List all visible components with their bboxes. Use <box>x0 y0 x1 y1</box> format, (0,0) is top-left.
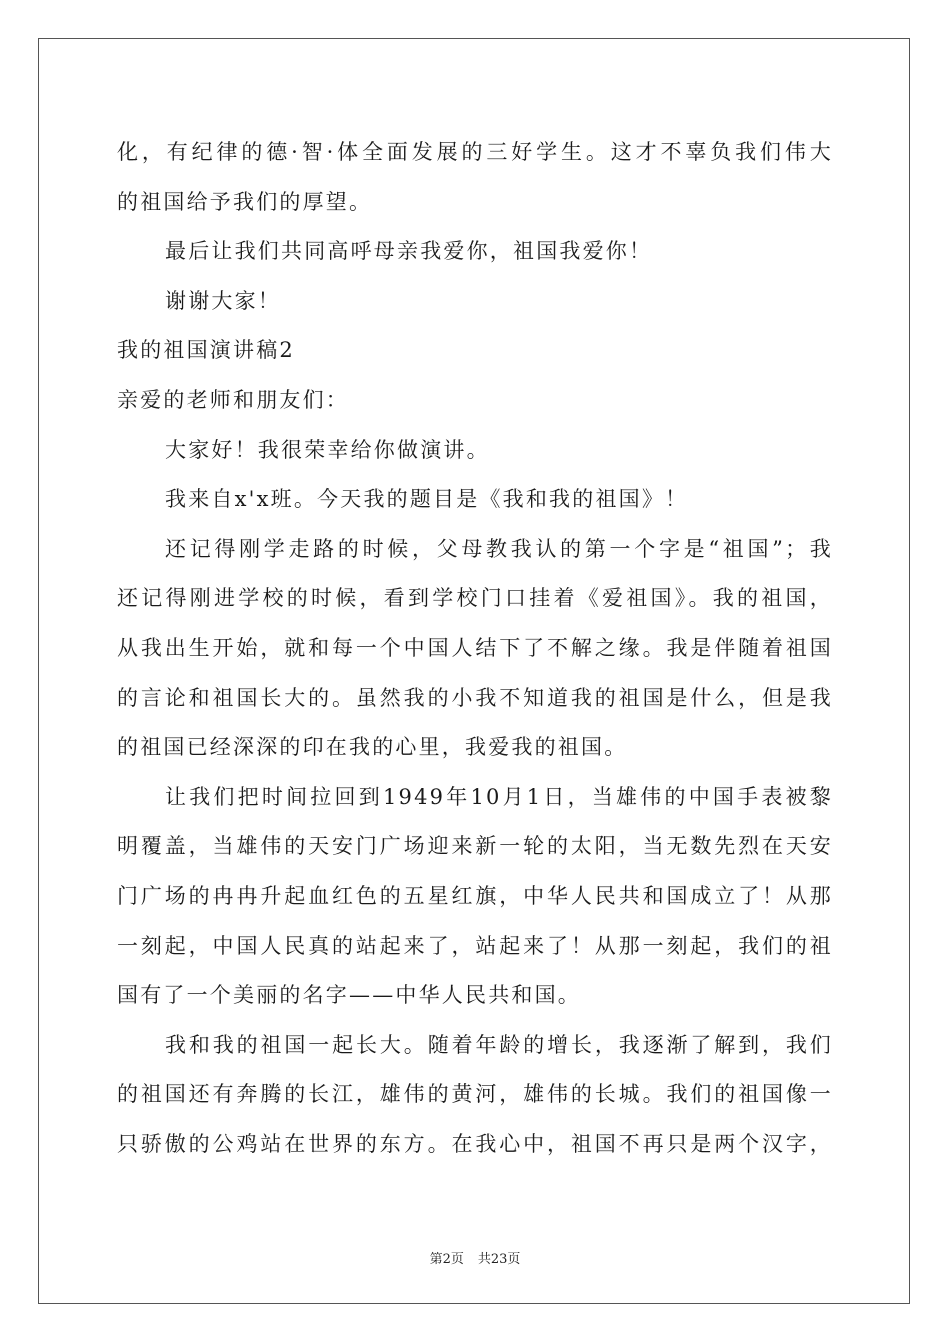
text-line: 让我们把时间拉回到1949年10月1日，当雄伟的中国手表被黎 <box>165 784 833 809</box>
text-line: 我的祖国演讲稿2 <box>117 338 295 363</box>
page-number: 第2页 <box>429 1252 464 1267</box>
text-line: 国有了一个美丽的名字——中华人民共和国。 <box>117 983 581 1008</box>
text-line: 还记得刚进学校的时候，看到学校门口挂着《爱祖国》。我的祖国， <box>117 586 833 611</box>
document-body <box>117 128 833 1169</box>
text-line: 只骄傲的公鸡站在世界的东方。在我心中，祖国不再只是两个汉字， <box>117 1131 833 1156</box>
page-footer <box>0 1248 950 1267</box>
text-line: 我和我的祖国一起长大。随着年龄的增长，我逐渐了解到，我们 <box>165 1032 833 1057</box>
page-total: 共23页 <box>477 1252 521 1267</box>
text-line: 的祖国还有奔腾的长江，雄伟的黄河，雄伟的长城。我们的祖国像一 <box>117 1082 833 1107</box>
text-line: 一刻起，中国人民真的站起来了，站起来了！从那一刻起，我们的祖 <box>117 933 833 958</box>
text-line: 还记得刚学走路的时候，父母教我认的第一个字是“祖国”；我 <box>165 536 833 561</box>
text-line: 的祖国给予我们的厚望。 <box>117 189 373 214</box>
text-line: 亲爱的老师和朋友们： <box>117 387 349 412</box>
text-line: 门广场的冉冉升起血红色的五星红旗，中华人民共和国成立了！从那 <box>117 883 833 908</box>
text-line: 大家好！我很荣幸给你做演讲。 <box>165 437 490 462</box>
text-line: 的祖国已经深深的印在我的心里，我爱我的祖国。 <box>117 735 628 760</box>
text-line: 最后让我们共同高呼母亲我爱你，祖国我爱你！ <box>165 239 653 264</box>
text-line: 明覆盖，当雄伟的天安门广场迎来新一轮的太阳，当无数先烈在天安 <box>117 834 833 859</box>
text-line: 化，有纪律的德·智·体全面发展的三好学生。这才不辜负我们伟大 <box>117 140 833 164</box>
text-line: 的言论和祖国长大的。虽然我的小我不知道我的祖国是什么，但是我 <box>117 685 833 710</box>
text-line: 谢谢大家！ <box>165 288 281 313</box>
text-line: 从我出生开始，就和每一个中国人结下了不解之缘。我是伴随着祖国 <box>117 635 833 660</box>
text-line: 我来自x'x班。今天我的题目是《我和我的祖国》！ <box>165 487 689 512</box>
